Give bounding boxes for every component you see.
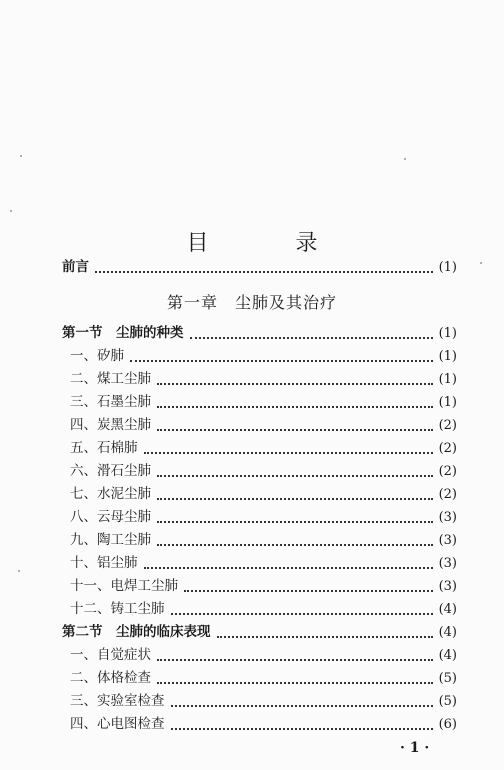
toc-entry-label: 六、滑石尘肺 [70,463,151,479]
toc-entry-page: (3) [438,510,457,525]
toc-entry [70,484,457,504]
toc-leader-dots [171,705,433,707]
toc-entry-label: 八、云母尘肺 [70,509,151,525]
toc-entry-page: (3) [438,556,457,571]
toc-entry-page: (3) [438,533,457,548]
toc-leader-dots [157,544,433,546]
toc-entry-page: (2) [438,487,457,502]
chapter-title: 第一章 尘肺及其治疗 [166,293,337,312]
toc-entry [62,622,457,642]
toc-entry-page: (1) [438,395,457,410]
toc-entry-label: 三、实验室检查 [70,693,165,709]
toc-entry [70,392,457,412]
toc-entry-label: 十一、电焊工尘肺 [70,578,178,594]
toc-entry [70,691,457,711]
scan-speck [10,210,12,212]
toc-entry-page: (1) [438,326,457,341]
scan-speck [480,262,482,264]
toc-leader-dots [157,498,433,500]
toc-leader-dots [157,659,433,661]
toc-entry-label: 一、矽肺 [70,348,124,364]
toc-leader-dots [190,337,433,339]
toc-entry [62,323,457,343]
scan-speck [18,570,20,572]
toc-entry-page: (2) [438,464,457,479]
toc-entry-label: 五、石棉肺 [70,440,138,456]
toc-entry [70,438,457,458]
toc-entry [70,507,457,527]
toc-leader-dots [157,406,433,408]
toc-leader-dots [157,521,433,523]
toc-entry-label: 第一节 尘肺的种类 [62,325,184,341]
toc-entry [70,415,457,435]
toc-entry [70,645,457,665]
toc-entry-page: (5) [438,671,457,686]
toc-entry [70,599,457,619]
toc-entry-page: (1) [438,260,457,275]
toc-entry-label: 十二、铸工尘肺 [70,601,165,617]
toc-leader-dots [144,567,433,569]
toc-leader-dots [171,728,433,730]
toc-entry [70,576,457,596]
toc-entry-label: 二、体格检查 [70,670,151,686]
toc-entry-label: 七、水泥尘肺 [70,486,151,502]
toc-entry-page: (4) [438,625,457,640]
toc-entry-label: 一、自觉症状 [70,647,151,663]
toc-entry-label: 第二节 尘肺的临床表现 [62,624,211,640]
toc-leader-dots [144,452,433,454]
toc-entry [70,668,457,688]
toc-entry-label: 九、陶工尘肺 [70,532,151,548]
toc-entry [70,553,457,573]
toc-leader-dots [184,590,433,592]
toc-leader-dots [157,429,433,431]
toc-entry-page: (2) [438,441,457,456]
toc-entry-page: (5) [438,694,457,709]
toc-entry-page: (4) [438,648,457,663]
toc-entry [70,530,457,550]
toc-entry [70,714,457,734]
toc-entry-label: 四、心电图检查 [70,716,165,732]
page-title: 目 录 [186,231,358,256]
toc-leader-dots [157,682,433,684]
toc-entry [70,461,457,481]
toc-leader-dots [171,613,433,615]
page-number: · 1 · [400,740,430,756]
toc-entry-label: 三、石墨尘肺 [70,394,151,410]
scan-speck [404,158,406,160]
toc-entry-page: (3) [438,579,457,594]
toc-entry [62,257,457,277]
toc-entry-label: 十、铝尘肺 [70,555,138,571]
toc-entry-page: (2) [438,418,457,433]
toc-entry-page: (1) [438,372,457,387]
toc-entry-label: 二、煤工尘肺 [70,371,151,387]
toc-leader-dots [217,636,433,638]
toc-entry [70,369,457,389]
toc-leader-dots [95,271,433,273]
toc-entry-label: 四、炭黑尘肺 [70,417,151,433]
scan-speck [20,155,22,157]
toc-entry-page: (6) [438,717,457,732]
toc-leader-dots [130,360,433,362]
toc-entry-label: 前言 [62,259,89,275]
toc-leader-dots [157,475,433,477]
toc-entry-page: (4) [438,602,457,617]
toc-entry-page: (1) [438,349,457,364]
toc-entry [70,346,457,366]
toc-leader-dots [157,383,433,385]
